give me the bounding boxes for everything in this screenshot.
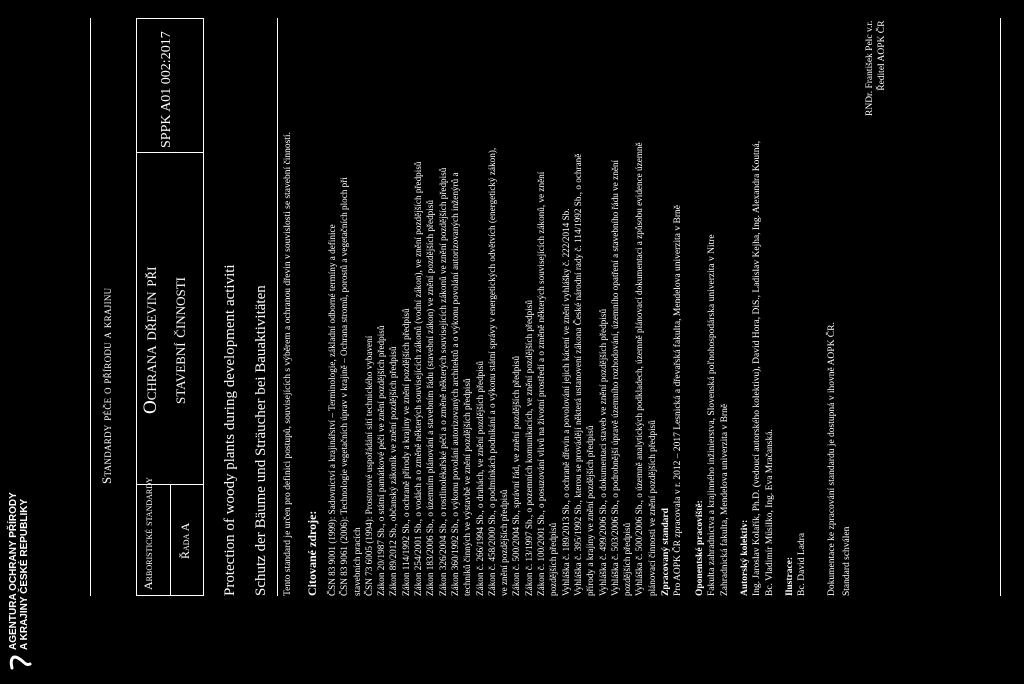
series-title: Standardy péče o přírodu a krajinu [99,287,114,484]
cited-line: pozdějších předpisů [548,522,559,596]
cited-line: Zákon 183/2006 Sb., o územním plánování a stavebním řádu (stavební zákon) ve znění pozdějších předpisů [425,200,436,596]
opponents-section [694,234,731,596]
illustrations-heading: Ilustrace: [785,556,795,596]
cited-line: Zákon č. 266/1994 Sb., o drahách, ve znění pozdějších předpisů [474,361,485,596]
agency-name [8,492,30,650]
footer-rule [1000,18,1001,596]
processed-section [660,205,685,596]
cited-line: Vyhláška č. 395/1992 Sb., kterou se provádějí některá ustanovení zákona České národní rady č. 114/1992 Sb., o ochraně [572,153,583,596]
director-role: Ředitel AOPK ČR [877,20,888,91]
cited-line: Zákon 254/2001 Sb., o vodách a o změně některých souvisejících zákonů (vodní zákon), ve znění pozdějších předpisů [413,161,424,596]
authors-section [739,141,776,596]
cited-sources-list [326,142,658,596]
cited-line: Zákon 360/1992 Sb., o výkonu povolání autorizovaných architektů a o výkonu povolání autorizovaných inženýrů a [449,172,460,596]
cited-heading: Citované zdroje: [305,510,319,596]
cited-line: přírody a krajiny ve znění pozdějších předpisů [585,425,596,596]
aopk-logo-icon [8,652,32,672]
cited-line: ve znění pozdějších předpisů [499,489,510,596]
cited-line: Vyhláška č. 499/2006 Sb., o dokumentaci staveb ve znění pozdějších předpisů [597,308,608,596]
director-name: RNDr. František Pelc v.r. [865,20,875,116]
cited-line: Vyhláška č. 500/2006 Sb., o územně analytických podkladech, územně plánovací dokumentaci a způsobu evidence územně [634,142,645,596]
doc-title-1: Ochrana dřevin při [140,266,161,414]
opponents-line: Fakulta zahradnictva a krajinného inžinierstva, Slovenská poľnohospodárska univerzita v Nitre [707,234,718,596]
cited-line: stavebních pracích [351,527,362,596]
agency-name-line1: AGENTURA OCHRANY PŘÍRODY [8,492,19,650]
header-divider-right [136,152,204,153]
left-title: Arboristické standardy [141,477,155,590]
cited-line: Zákon č. 100/2001 Sb., o posuzování vlivů na životní prostředí a o změně některých souvisejících zákonů, ve znění [536,171,547,596]
agency-name-line2: A KRAJINY ČESKÉ REPUBLIKY [19,498,30,650]
doc-title-2: stavební činnosti [169,277,190,404]
processed-heading: Zpracovaný standard [661,508,671,596]
cited-line: Zákon č. 458/2000 Sb., o podmínkách podnikání a o výkonu státní správy v energetických odvětvích (energetický zákon), [486,147,497,596]
subtitle-german: Schutz der Bäume und Sträucher bei Bauaktivitäten [253,285,269,596]
cited-line: Vyhláška č. 189/2013 Sb., o ochraně dřevin a povolování jejich kácení ve znění vyhlášky č. 222/2014 Sb. [560,208,571,596]
cited-line: Zákon 89/2012 Sb., občanský zákoník ve znění pozdějších předpisů [388,346,399,596]
documentation-note: Dokumentace ke zpracování standardu je dostupná v ihovně AOPK ČR. [827,322,837,596]
cited-line: Zákon č. 500/2004 Sb., správní řád, ve znění pozdějších předpisů [511,355,522,596]
cited-line: pozdějších předpisů [622,522,633,596]
director-signature [864,21,889,116]
intro-text: Tento standard je určen pro definici postupů, souvisejících s výběrem a ochranou dřevin v souvislosti se stavební činností. [283,132,293,596]
cited-line: plánovací činnosti ve znění pozdějších předpisů [646,420,657,596]
cited-line: Zákon č. 13/1997 Sb., o pozemních komunikacích, ve znění pozdějších předpisů [523,300,534,596]
cited-line: Zákon 114/1992 Sb., o ochraně přírody a krajiny ve znění pozdějších předpisů [400,308,411,596]
authors-line: Bc. Vladimír Műsilko, Ing. Eva Mračanská. [764,429,775,596]
header-top-rule [90,18,91,596]
intro-top-rule [277,18,278,596]
illustrations-section [784,533,809,596]
cited-line: ČSN 83 9061 (2006): Technologie vegetačních úprav v krajině – Ochrana stromů, porostů a vegetačních ploch při [339,177,350,596]
authors-line: Ing. Jaroslav Kolařík, Ph.D. (vedoucí autorského kolektivu), David Hora, DiS., Ladislav Kejha, Ing. Alexandra Koutná, [752,140,763,596]
opponents-line: Zahradnická fakulta, Mendelova univerzita v Brně [719,403,730,596]
agency-logo [8,652,37,672]
cited-line: ČSN 73 6005 (1994): Prostorové uspořádání sítí technického vybavení [363,335,374,596]
cited-line: Zákon 20/1987 Sb., o státní památkové péči ve znění pozdějších předpisů [376,325,387,596]
cited-line: Zákon 326/2004 Sb., o rostlinolékařské péči a o změně některých souvisejících zákonů ve znění pozdějších předpisů [437,167,448,596]
header-divider-row [170,485,171,596]
cited-line: techniků činných ve výstavbě ve znění pozdějších předpisů [462,378,473,596]
series-rada: Řada A [178,522,192,559]
document-code: SPPK A01 002:2017 [159,31,174,148]
cited-line: Vyhláška č. 503/2006 Sb., o podrobnější úpravě územního rozhodování, územního opatření a stavebního řádu ve znění [609,159,620,596]
subtitle-english: Protection of woody plants during development activiti [222,264,238,596]
cited-line: ČSN 83 9001 (1999): Sadovnictví a krajinářství – Terminologie, základní odborné termíny a definice [327,224,337,596]
opponents-heading: Oponentské pracoviště: [695,500,705,596]
illustrations-text: Bc. David Ladra [797,532,808,596]
approved-note: Standard schválen [842,526,852,596]
processed-text: Pro AOPK ČR zpracovala v r. 2012 – 2017 Lesnická a dřevařská fakulta, Mendelova univerzita v Brně [673,205,684,596]
authors-heading: Autorský kolektiv: [740,519,750,596]
